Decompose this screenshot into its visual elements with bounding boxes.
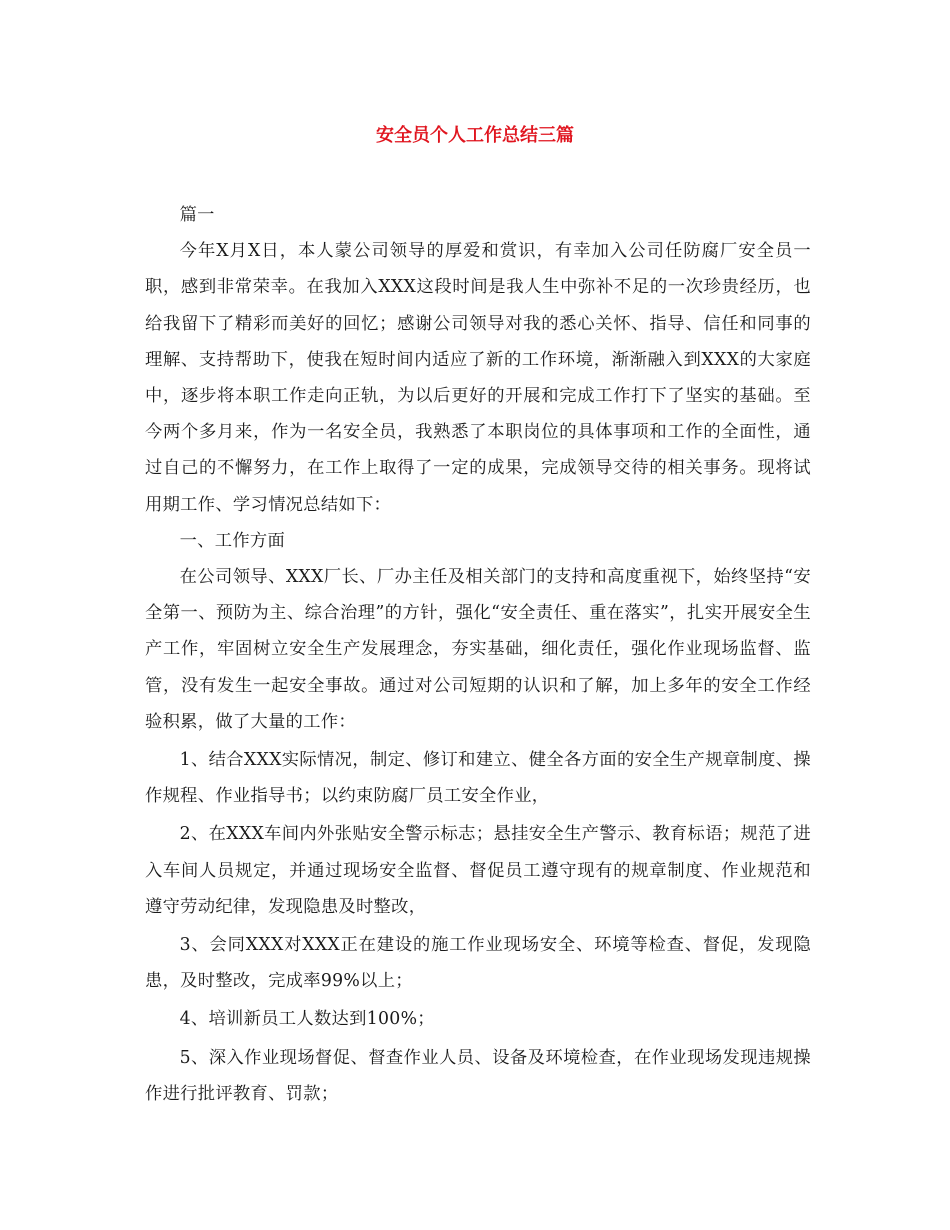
section-heading-part-one: 篇一 [179,205,215,225]
document-title: 安全员个人工作总结三篇 [376,125,574,146]
list-item-4: 4、培训新员工人数达到100%； [179,1009,435,1030]
list-item-1: 1、结合XXX实际情况，制定、修订和建立、健全各方面的安全生产规章制度、操作规程、作业指导书；以约束防腐厂员工安全作业， [145,750,811,807]
list-item-2: 2、在XXX车间内外张贴安全警示标志；悬挂安全生产警示、教育标语；规范了进入车间人员规定，并通过现场安全监督、督促员工遵守现有的规章制度、作业规范和遵守劳动纪律，发现隐患及时整改， [145,824,811,917]
work-overview-paragraph: 在公司领导、XXX厂长、厂办主任及相关部门的支持和高度重视下，始终坚持“安全第一、预防为主、综合治理”的方针，强化“安全责任、重在落实”，扎实开展安全生产工作，牢固树立安全生产发展理念，夯实基础，细化责任，强化作业现场监督、监管，没有发生一起安全事故。通过对公司短期的认识和了解，加上多年的安全工作经验积累，做了大量的工作： [145,567,811,732]
intro-paragraph: 今年X月X日，本人蒙公司领导的厚爱和赏识，有幸加入公司任防腐厂安全员一职，感到非常荣幸。在我加入XXX这段时间是我人生中弥补不足的一次珍贵经历，也给我留下了精彩而美好的回忆；感谢公司领导对我的悉心关怀、指导、信任和同事的理解、支持帮助下，使我在短时间内适应了新的工作环境，渐渐融入到XXX的大家庭中，逐步将本职工作走向正轨，为以后更好的开展和完成工作打下了坚实的基础。至今两个多月来，作为一名安全员，我熟悉了本职岗位的具体事项和工作的全面性，通过自己的不懈努力，在工作上取得了一定的成果，完成领导交待的相关事务。现将试用期工作、学习情况总结如下： [145,241,811,515]
list-item-3: 3、会同XXX对XXX正在建设的施工作业现场安全、环境等检查、督促，发现隐患，及时整改，完成率99%以上； [145,935,811,992]
list-item-5: 5、深入作业现场督促、督查作业人员、设备及环境检查，在作业现场发现违规操作进行批评教育、罚款； [145,1047,811,1104]
section-heading-work: 一、工作方面 [179,530,286,551]
document-body [145,197,811,1112]
